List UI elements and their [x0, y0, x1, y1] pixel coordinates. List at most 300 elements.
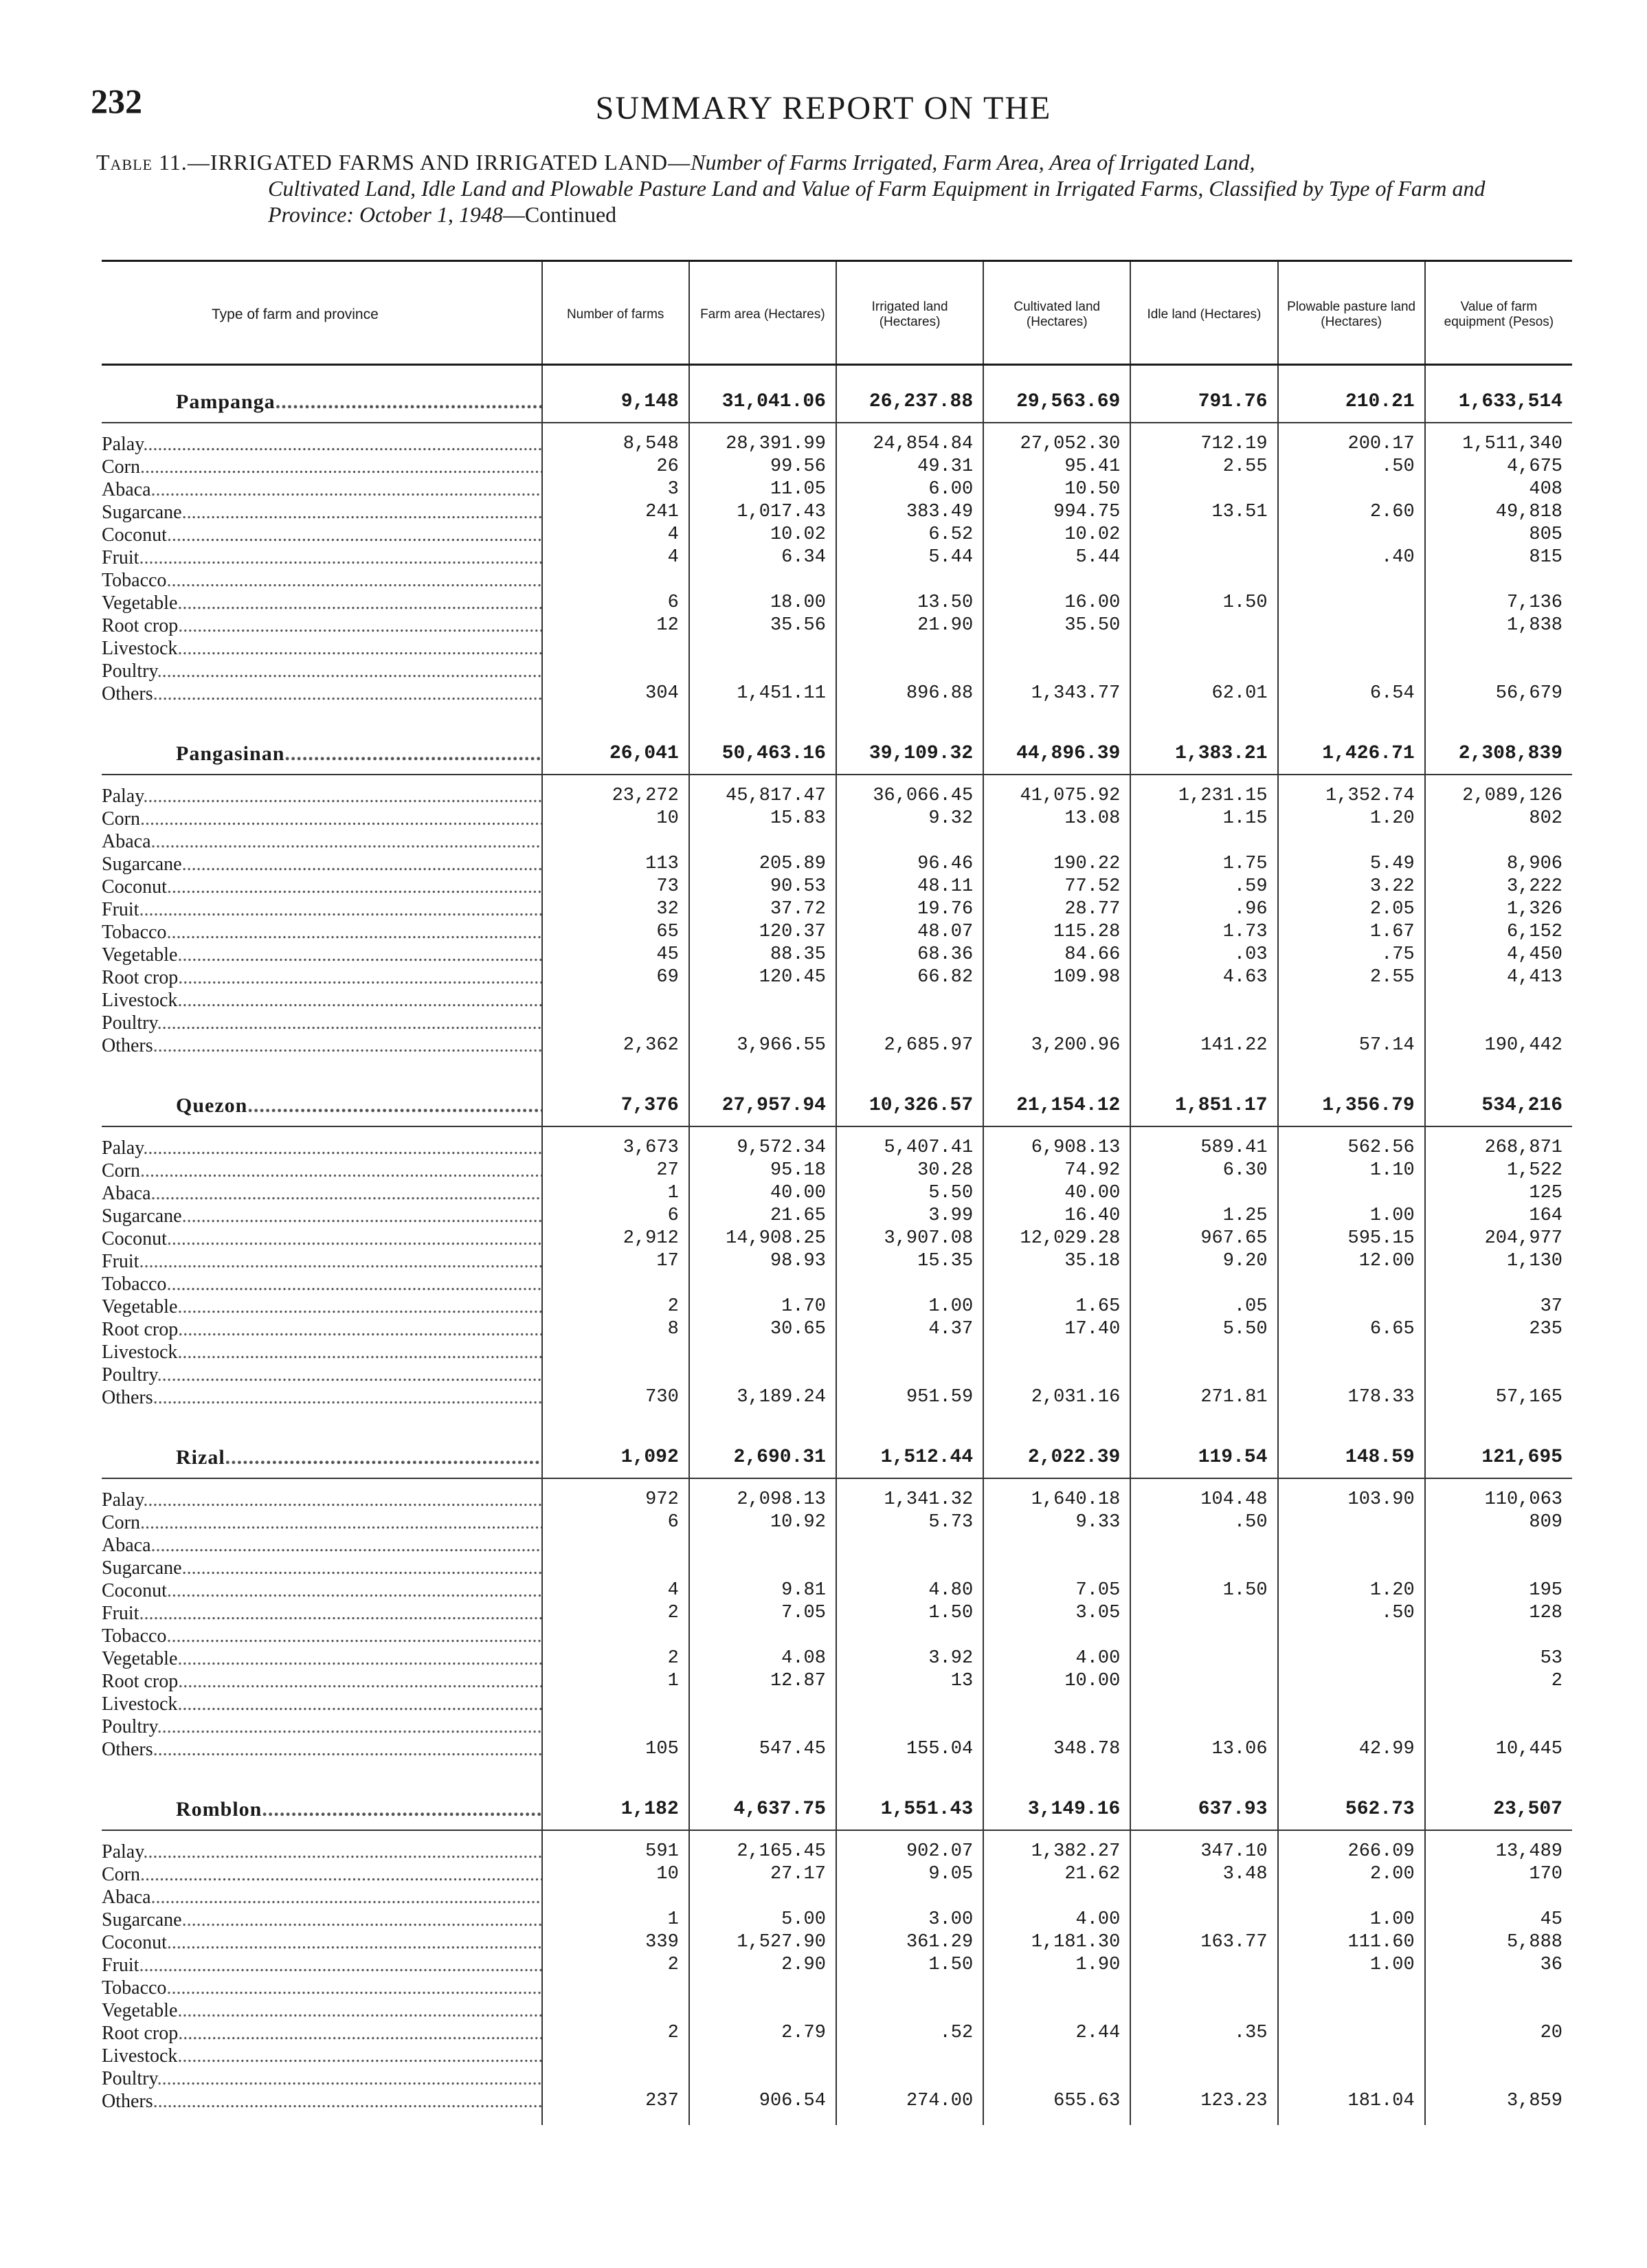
- province-total-cell: 27,957.94: [689, 1069, 836, 1126]
- table-cell: [542, 637, 689, 660]
- table-cell: 13,489: [1425, 1841, 1572, 1863]
- table-cell: [1278, 1625, 1425, 1647]
- table-cell: [983, 1999, 1130, 2022]
- table-cell: [983, 1977, 1130, 1999]
- table-cell: [1130, 1909, 1277, 1931]
- table-cell: [542, 1273, 689, 1296]
- farm-type-text: Corn: [102, 456, 140, 478]
- table-cell: 105: [542, 1738, 689, 1773]
- table-cell: [1130, 1715, 1277, 1738]
- table-cell: 90.53: [689, 876, 836, 898]
- table-cell: 2: [542, 1602, 689, 1625]
- table-cell: 4.08: [689, 1647, 836, 1670]
- table-cell: 1,640.18: [983, 1489, 1130, 1511]
- province-total-row: [102, 718, 1572, 775]
- table-cell: 164: [1425, 1205, 1572, 1227]
- farm-type-label: [102, 592, 542, 614]
- table-cell: [1425, 2045, 1572, 2067]
- farm-type-text: Palay: [102, 786, 144, 807]
- table-cell: 3: [542, 478, 689, 501]
- table-cell: 2.90: [689, 1954, 836, 1977]
- table-cell: [836, 2045, 983, 2067]
- table-cell: 3.22: [1278, 876, 1425, 898]
- farm-type-label: [102, 966, 542, 989]
- table-row: [102, 2045, 1572, 2067]
- table-cell: [1425, 1625, 1572, 1647]
- table-cell: [836, 569, 983, 592]
- farm-type-label: [102, 808, 542, 830]
- table-cell: [1130, 2067, 1277, 2090]
- table-row: [102, 1137, 1572, 1159]
- table-cell: 37: [1425, 1296, 1572, 1318]
- farm-type-label: [102, 2022, 542, 2045]
- table-cell: .35: [1130, 2022, 1277, 2045]
- table-cell: 23,272: [542, 785, 689, 808]
- province-total-cell: 29,563.69: [983, 365, 1130, 423]
- table-cell: 1.67: [1278, 921, 1425, 944]
- farm-type-text: Corn: [102, 808, 140, 830]
- province-name: [102, 1069, 542, 1126]
- table-cell: 42.99: [1278, 1738, 1425, 1773]
- table-cell: 181.04: [1278, 2090, 1425, 2125]
- farm-type-text: Corn: [102, 1160, 140, 1181]
- province-name-text: Quezon: [176, 1093, 248, 1117]
- province-name-text: Pampanga: [176, 390, 276, 413]
- province-total-cell: 119.54: [1130, 1421, 1277, 1478]
- farm-type-label: [102, 1715, 542, 1738]
- table-cell: 18.00: [689, 592, 836, 614]
- table-cell: [689, 569, 836, 592]
- caption-sub2: Cultivated Land, Idle Land and Plowable Pasture Land and Value of Farm Equipment in Irrigated Farms, Classified by Type of Farm and Province: October 1, 1948: [268, 175, 1486, 227]
- farm-type-label: [102, 501, 542, 524]
- farm-type-label: [102, 524, 542, 546]
- province-name: [102, 365, 542, 423]
- table-cell: 1,231.15: [1130, 785, 1277, 808]
- farm-type-label: [102, 1489, 542, 1511]
- table-cell: 98.93: [689, 1250, 836, 1273]
- spacer-row: [102, 1126, 1572, 1137]
- table-cell: 906.54: [689, 2090, 836, 2125]
- caption-label: Table 11.: [96, 150, 188, 175]
- farm-type-label: [102, 1511, 542, 1534]
- table-cell: 36: [1425, 1954, 1572, 1977]
- table-cell: [1278, 592, 1425, 614]
- province-total-cell: 791.76: [1130, 365, 1277, 423]
- table-cell: 195: [1425, 1579, 1572, 1602]
- province-total-row: [102, 365, 1572, 423]
- column-header: Type of farm and province: [102, 261, 542, 365]
- farm-type-text: Vegetable: [102, 592, 178, 614]
- table-cell: [1130, 1999, 1277, 2022]
- table-cell: .03: [1130, 944, 1277, 966]
- table-cell: [983, 989, 1130, 1012]
- table-row: [102, 569, 1572, 592]
- farm-type-text: Tobacco: [102, 1625, 167, 1647]
- table-cell: 1.90: [983, 1954, 1130, 1977]
- farm-type-label: [102, 456, 542, 478]
- table-row: [102, 1670, 1572, 1693]
- farm-type-text: Tobacco: [102, 1977, 167, 1999]
- table-cell: 5.44: [836, 546, 983, 569]
- table-cell: [836, 1341, 983, 1364]
- farm-type-text: Others: [102, 2091, 153, 2112]
- table-cell: 10.02: [983, 524, 1130, 546]
- table-cell: 809: [1425, 1511, 1572, 1534]
- province-total-row: [102, 1773, 1572, 1830]
- table-row: [102, 1205, 1572, 1227]
- table-cell: 730: [542, 1386, 689, 1421]
- table-cell: [1425, 660, 1572, 682]
- table-cell: 9.32: [836, 808, 983, 830]
- table-row: [102, 1557, 1572, 1579]
- table-cell: 77.52: [983, 876, 1130, 898]
- table-cell: 8,906: [1425, 853, 1572, 876]
- table-row: [102, 592, 1572, 614]
- table-cell: [689, 1693, 836, 1715]
- column-header: Plowable pasture land (Hectares): [1278, 261, 1425, 365]
- table-cell: 2,089,126: [1425, 785, 1572, 808]
- province-total-cell: 1,383.21: [1130, 718, 1277, 775]
- farm-type-label: [102, 1886, 542, 1909]
- table-row: [102, 1341, 1572, 1364]
- table-cell: 36,066.45: [836, 785, 983, 808]
- table-cell: 56,679: [1425, 682, 1572, 718]
- table-cell: [1425, 1534, 1572, 1557]
- table-row: [102, 501, 1572, 524]
- table-cell: 4.63: [1130, 966, 1277, 989]
- table-cell: 12: [542, 614, 689, 637]
- table-cell: 241: [542, 501, 689, 524]
- table-row: [102, 1931, 1572, 1954]
- table-cell: 1.00: [1278, 1954, 1425, 1977]
- table-cell: [689, 1341, 836, 1364]
- table-caption: [96, 150, 1573, 227]
- table-cell: 896.88: [836, 682, 983, 718]
- table-cell: 4.00: [983, 1909, 1130, 1931]
- table-row: [102, 1364, 1572, 1386]
- table-cell: [1278, 1273, 1425, 1296]
- province-total-cell: 21,154.12: [983, 1069, 1130, 1126]
- table-cell: 802: [1425, 808, 1572, 830]
- farm-type-label: [102, 1341, 542, 1364]
- farm-type-label: [102, 830, 542, 853]
- table-cell: .96: [1130, 898, 1277, 921]
- table-cell: 12.00: [1278, 1250, 1425, 1273]
- table-cell: .50: [1130, 1511, 1277, 1534]
- table-cell: 4: [542, 1579, 689, 1602]
- farm-type-label: [102, 1364, 542, 1386]
- table-cell: [1425, 1341, 1572, 1364]
- table-cell: 16.00: [983, 592, 1130, 614]
- table-row: [102, 989, 1572, 1012]
- table-cell: 1.50: [1130, 592, 1277, 614]
- table-cell: [983, 660, 1130, 682]
- province-name-text: Pangasinan: [176, 742, 285, 765]
- province-total-row: [102, 1069, 1572, 1126]
- table-cell: [1278, 614, 1425, 637]
- table-cell: [983, 1715, 1130, 1738]
- farm-type-label: [102, 1137, 542, 1159]
- table-cell: 902.07: [836, 1841, 983, 1863]
- column-header: Value of farm equipment (Pesos): [1425, 261, 1572, 365]
- table-cell: 1.70: [689, 1296, 836, 1318]
- farm-type-label: [102, 1954, 542, 1977]
- table-cell: [542, 1715, 689, 1738]
- table-cell: 1,451.11: [689, 682, 836, 718]
- table-cell: [689, 1977, 836, 1999]
- table-cell: 163.77: [1130, 1931, 1277, 1954]
- table-cell: 1,181.30: [983, 1931, 1130, 1954]
- table-row: [102, 1386, 1572, 1421]
- table-cell: 3.99: [836, 1205, 983, 1227]
- farm-type-label: [102, 876, 542, 898]
- table-cell: 95.18: [689, 1159, 836, 1182]
- table-row: [102, 1273, 1572, 1296]
- table-cell: 99.56: [689, 456, 836, 478]
- table-cell: [1278, 1557, 1425, 1579]
- table-cell: .75: [1278, 944, 1425, 966]
- table-cell: 141.22: [1130, 1034, 1277, 1069]
- table-cell: 1,341.32: [836, 1489, 983, 1511]
- table-cell: 155.04: [836, 1738, 983, 1773]
- table-cell: 6: [542, 1205, 689, 1227]
- table-cell: [1425, 1977, 1572, 1999]
- farm-type-label: [102, 1579, 542, 1602]
- table-cell: [689, 2067, 836, 2090]
- farm-type-label: [102, 1602, 542, 1625]
- table-cell: [1130, 1602, 1277, 1625]
- table-cell: 9.20: [1130, 1250, 1277, 1273]
- farm-type-label: [102, 785, 542, 808]
- table-cell: 712.19: [1130, 433, 1277, 456]
- table-cell: 190,442: [1425, 1034, 1572, 1069]
- table-cell: 10,445: [1425, 1738, 1572, 1773]
- page-number: 232: [91, 82, 142, 120]
- table-row: [102, 1625, 1572, 1647]
- table-cell: 547.45: [689, 1738, 836, 1773]
- table-cell: [1130, 569, 1277, 592]
- table-cell: [1425, 1012, 1572, 1034]
- table-cell: 4,675: [1425, 456, 1572, 478]
- table-cell: 12.87: [689, 1670, 836, 1693]
- province-total-cell: 121,695: [1425, 1421, 1572, 1478]
- table-cell: 74.92: [983, 1159, 1130, 1182]
- table-row: [102, 1647, 1572, 1670]
- farm-type-text: Fruit: [102, 547, 139, 568]
- table-cell: 5.50: [1130, 1318, 1277, 1341]
- table-cell: [542, 1557, 689, 1579]
- farm-type-text: Poultry: [102, 1364, 157, 1386]
- farm-type-label: [102, 1159, 542, 1182]
- table-cell: 57.14: [1278, 1034, 1425, 1069]
- farm-type-text: Poultry: [102, 2068, 157, 2089]
- table-cell: [1278, 989, 1425, 1012]
- table-cell: 266.09: [1278, 1841, 1425, 1863]
- table-cell: [1130, 1954, 1277, 1977]
- table-cell: 95.41: [983, 456, 1130, 478]
- table-cell: 1.20: [1278, 808, 1425, 830]
- farm-type-text: Tobacco: [102, 1274, 167, 1295]
- table-cell: 1.50: [1130, 1579, 1277, 1602]
- table-cell: 1,527.90: [689, 1931, 836, 1954]
- farm-type-label: [102, 989, 542, 1012]
- table-cell: 10.92: [689, 1511, 836, 1534]
- table-cell: 16.40: [983, 1205, 1130, 1227]
- farm-type-text: Fruit: [102, 1251, 139, 1272]
- table-cell: [689, 2045, 836, 2067]
- province-total-cell: 26,041: [542, 718, 689, 775]
- table-cell: [1425, 1886, 1572, 1909]
- table-cell: 268,871: [1425, 1137, 1572, 1159]
- table-cell: [983, 1693, 1130, 1715]
- table-cell: [983, 569, 1130, 592]
- table-cell: 3,200.96: [983, 1034, 1130, 1069]
- table-cell: [983, 1273, 1130, 1296]
- table-cell: 27.17: [689, 1863, 836, 1886]
- table-row: [102, 1227, 1572, 1250]
- province-total-cell: 7,376: [542, 1069, 689, 1126]
- table-cell: [983, 1534, 1130, 1557]
- farm-type-text: Corn: [102, 1512, 140, 1533]
- table-cell: 1: [542, 1670, 689, 1693]
- table-cell: 48.11: [836, 876, 983, 898]
- table-cell: [689, 1625, 836, 1647]
- farm-type-label: [102, 1738, 542, 1773]
- table-cell: [836, 1534, 983, 1557]
- province-total-cell: 2,022.39: [983, 1421, 1130, 1478]
- farm-type-label: [102, 853, 542, 876]
- table-cell: 21.65: [689, 1205, 836, 1227]
- table-cell: 110,063: [1425, 1489, 1572, 1511]
- table-cell: 10.00: [983, 1670, 1130, 1693]
- table-cell: 2.44: [983, 2022, 1130, 2045]
- table-cell: 12,029.28: [983, 1227, 1130, 1250]
- table-cell: 30.65: [689, 1318, 836, 1341]
- table-cell: 20: [1425, 2022, 1572, 2045]
- table-cell: 104.48: [1130, 1489, 1277, 1511]
- table-cell: 170: [1425, 1863, 1572, 1886]
- farm-type-text: Palay: [102, 434, 144, 455]
- table-cell: 2.05: [1278, 898, 1425, 921]
- province-total-cell: 1,512.44: [836, 1421, 983, 1478]
- table-cell: 994.75: [983, 501, 1130, 524]
- table-row: [102, 1318, 1572, 1341]
- table-body: [102, 365, 1572, 2126]
- table-cell: 972: [542, 1489, 689, 1511]
- farm-type-text: Poultry: [102, 1012, 157, 1034]
- table-cell: 9,572.34: [689, 1137, 836, 1159]
- table-cell: 115.28: [983, 921, 1130, 944]
- table-cell: [542, 1977, 689, 1999]
- table-cell: [1130, 1273, 1277, 1296]
- table-cell: [542, 1012, 689, 1034]
- table-cell: 5.50: [836, 1182, 983, 1205]
- table-cell: 1,838: [1425, 614, 1572, 637]
- farm-type-text: Livestock: [102, 1342, 178, 1363]
- farm-type-text: Fruit: [102, 1955, 139, 1976]
- table-cell: 9.33: [983, 1511, 1130, 1534]
- table-cell: 14,908.25: [689, 1227, 836, 1250]
- table-cell: 40.00: [983, 1182, 1130, 1205]
- table-cell: 6: [542, 1511, 689, 1534]
- table-cell: [689, 1886, 836, 1909]
- table-cell: [836, 1625, 983, 1647]
- table-row: [102, 478, 1572, 501]
- table-cell: [1278, 830, 1425, 853]
- table-row: [102, 1693, 1572, 1715]
- table-cell: [542, 569, 689, 592]
- table-cell: [689, 637, 836, 660]
- table-cell: [542, 2045, 689, 2067]
- table-cell: [689, 1273, 836, 1296]
- table-cell: [1425, 830, 1572, 853]
- table-cell: 1.50: [836, 1954, 983, 1977]
- table-cell: 11.05: [689, 478, 836, 501]
- province-name-text: Rizal: [176, 1445, 225, 1469]
- table-cell: [1278, 1364, 1425, 1386]
- table-cell: [836, 1977, 983, 1999]
- table-cell: 6.54: [1278, 682, 1425, 718]
- table-cell: 49,818: [1425, 501, 1572, 524]
- farm-type-label: [102, 1999, 542, 2022]
- table-row: [102, 1034, 1572, 1069]
- table-cell: 1: [542, 1909, 689, 1931]
- farm-type-text: Livestock: [102, 990, 178, 1011]
- table-cell: [836, 1715, 983, 1738]
- table-cell: 2: [1425, 1670, 1572, 1693]
- farm-type-text: Corn: [102, 1864, 140, 1885]
- table-cell: [689, 989, 836, 1012]
- table-row: [102, 2022, 1572, 2045]
- table-cell: [1278, 1977, 1425, 1999]
- farm-type-text: Vegetable: [102, 2000, 178, 2021]
- table-cell: 6.00: [836, 478, 983, 501]
- province-total-cell: 1,551.43: [836, 1773, 983, 1830]
- table-cell: 2: [542, 1647, 689, 1670]
- table-cell: [836, 1886, 983, 1909]
- province-total-cell: 1,633,514: [1425, 365, 1572, 423]
- table-cell: 2.60: [1278, 501, 1425, 524]
- table-cell: [1130, 1557, 1277, 1579]
- table-cell: .50: [1278, 1602, 1425, 1625]
- table-cell: [983, 1341, 1130, 1364]
- table-cell: [1130, 989, 1277, 1012]
- table-cell: 3.00: [836, 1909, 983, 1931]
- table-cell: 7.05: [689, 1602, 836, 1625]
- farm-type-text: Livestock: [102, 2045, 178, 2067]
- farm-type-text: Coconut: [102, 876, 167, 898]
- table-cell: 24,854.84: [836, 433, 983, 456]
- table-row: [102, 898, 1572, 921]
- farm-type-label: [102, 1012, 542, 1034]
- table-cell: 10.02: [689, 524, 836, 546]
- table-cell: 178.33: [1278, 1386, 1425, 1421]
- farm-type-label: [102, 898, 542, 921]
- table-cell: [983, 830, 1130, 853]
- table-row: [102, 2067, 1572, 2090]
- table-cell: 348.78: [983, 1738, 1130, 1773]
- table-cell: 103.90: [1278, 1489, 1425, 1511]
- table-cell: [1130, 1625, 1277, 1647]
- table-cell: .59: [1130, 876, 1277, 898]
- table-cell: 40.00: [689, 1182, 836, 1205]
- province-total-cell: 1,426.71: [1278, 718, 1425, 775]
- table-row: [102, 944, 1572, 966]
- farm-type-label: [102, 1296, 542, 1318]
- table-row: [102, 808, 1572, 830]
- farm-type-text: Abaca: [102, 1183, 151, 1204]
- farm-type-text: Palay: [102, 1841, 144, 1863]
